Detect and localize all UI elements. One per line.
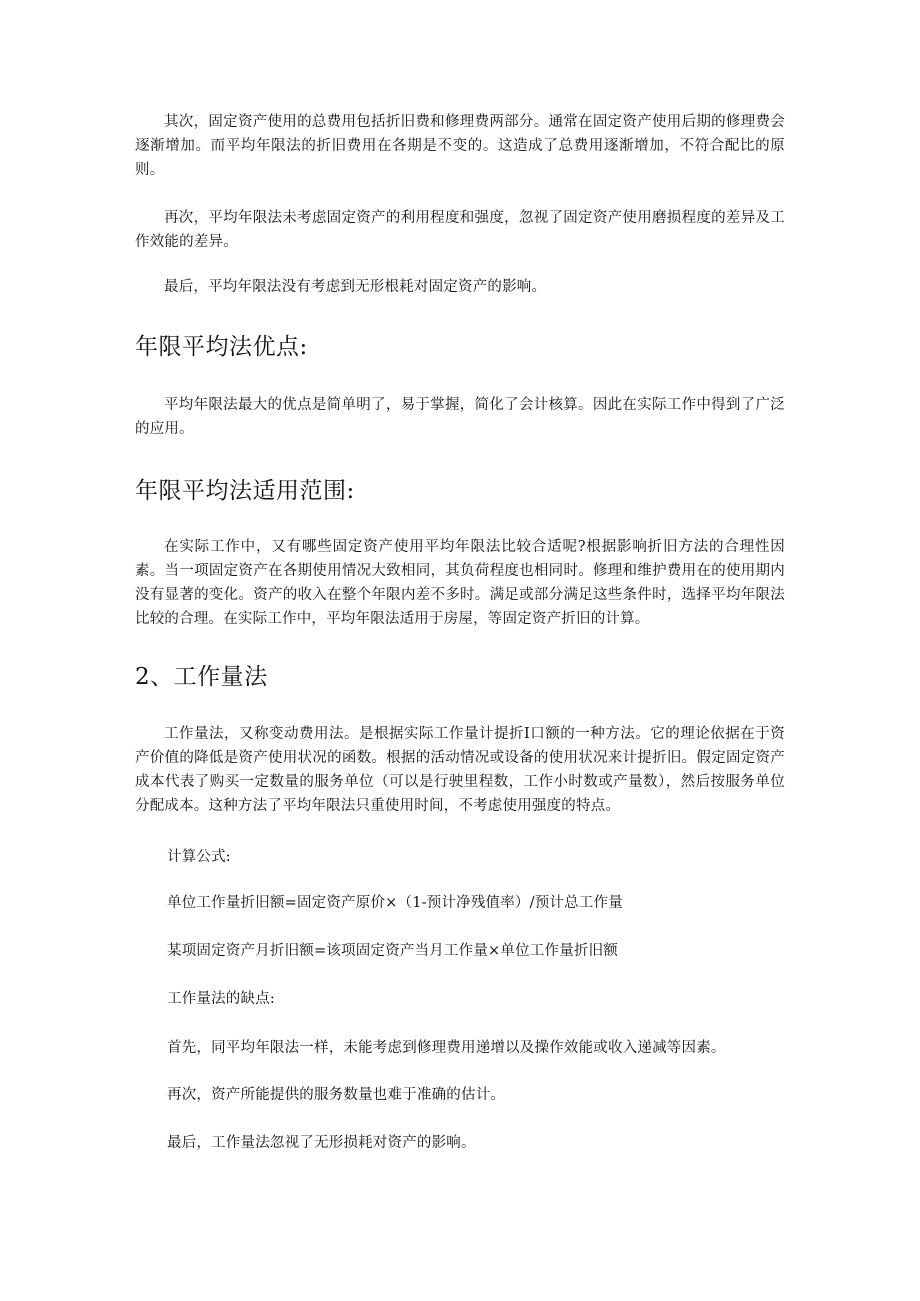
paragraph-advantages: 平均年限法最大的优点是简单明了，易于掌握，简化了会计核算。因此在实际工作中得到了广泛的应用。 (135, 397, 785, 437)
paragraph-units-of-production: 工作量法，又称变动费用法。是根据实际工作量计提折I口额的一种方法。它的理论依据在于资产价值的降低是资产使用状况的函数。根据的活动情况或设备的使用状况来计提折旧。假定固定资产成本代表了购买一定数量的服务单位（可以是行驶里程数，工作小时数或产量数），然后按服务单位分配成本。这种方法了平均年限法只重使用时间，不考虑使用强度的特点。 (135, 726, 785, 814)
disadvantage-first: 首先，同平均年限法一样，未能考虑到修理费用递增以及操作效能或收入递减等因素。 (167, 1040, 726, 1056)
heading-units-of-production: 2、工作量法 (135, 664, 268, 690)
disadvantage-second: 再次，资产所能提供的服务数量也难于准确的估计。 (167, 1087, 506, 1103)
heading-advantages: 年限平均法优点: (135, 334, 308, 360)
formula-monthly-depreciation: 某项固定资产月折旧额=该项固定资产当月工作量×单位工作量折旧额 (167, 943, 618, 959)
disadvantages-label: 工作量法的缺点: (167, 991, 275, 1007)
disadvantage-last: 最后，工作量法忽视了无形损耗对资产的影响。 (167, 1135, 476, 1151)
paragraph-utilization-disadvantage: 再次，平均年限法未考虑固定资产的利用程度和强度，忽视了固定资产使用磨损程度的差异及工作效能的差异。 (135, 210, 785, 250)
formula-unit-depreciation: 单位工作量折旧额=固定资产原价×（1-预计净残值率）/预计总工作量 (167, 895, 623, 911)
paragraph-total-cost-disadvantage: 其次，固定资产使用的总费用包括折旧费和修理费两部分。通常在固定资产使用后期的修理费会逐渐增加。而平均年限法的折旧费用在各期是不变的。这造成了总费用逐渐增加，不符合配比的原则。 (135, 114, 785, 178)
heading-scope: 年限平均法适用范围: (135, 478, 355, 504)
paragraph-scope: 在实际工作中，又有哪些固定资产使用平均年限法比较合适呢?根据影响折旧方法的合理性因素。当一项固定资产在各期使用情况大致相同，其负荷程度也相同时。修理和维护费用在的使用期内没有显著的变化。资产的收入在整个年限内差不多时。满足或部分满足这些条件时，选择平均年限法比较的合理。在实际工作中，平均年限法适用于房屋，等固定资产折旧的计算。 (135, 539, 785, 627)
formula-label: 计算公式: (167, 849, 231, 865)
paragraph-intangible-wear-disadvantage: 最后，平均年限法没有考虑到无形根耗对固定资产的影响。 (164, 279, 547, 295)
